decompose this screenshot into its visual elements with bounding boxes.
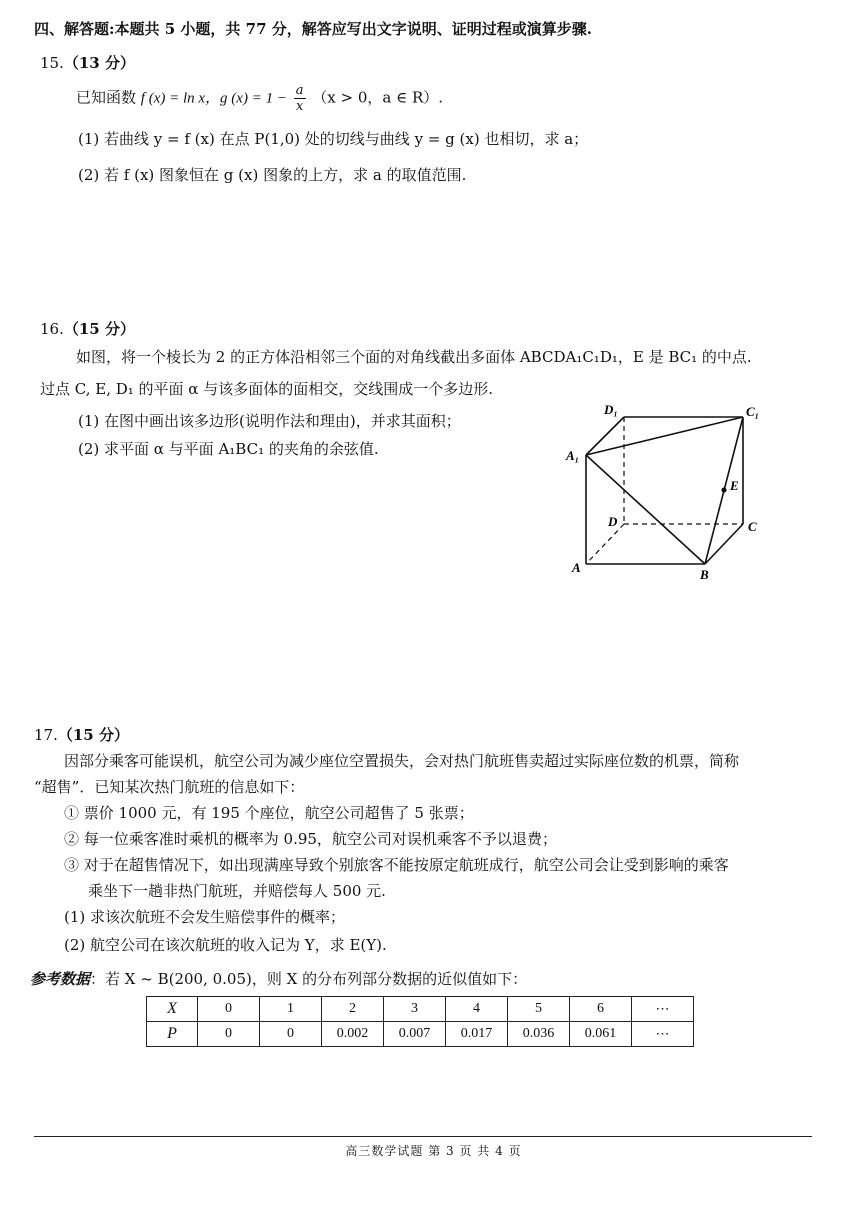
- q15-part2: (2) 若 f (x) 图象恒在 g (x) 图象的上方，求 a 的取值范围.: [78, 166, 467, 184]
- q17-number: 17.: [34, 726, 58, 744]
- q17-part1: (1) 求该次航班不会发生赔偿事件的概率；: [64, 908, 346, 926]
- q16-number: 16.: [40, 320, 64, 338]
- point-E: [721, 487, 726, 492]
- q15-number: 15.: [40, 54, 64, 72]
- table-cell: 4: [446, 997, 508, 1022]
- q15-stem: [76, 84, 443, 113]
- q15-heading: [40, 52, 135, 73]
- q15-stem-suffix: （x > 0，a ∈ R）.: [312, 88, 444, 107]
- table-cell: 0.036: [508, 1022, 570, 1047]
- q15-fraction-numerator: a: [295, 83, 304, 98]
- q17-line2: “超售”．已知某次热门航班的信息如下：: [34, 778, 305, 796]
- q17-score: （15 分）: [57, 726, 129, 744]
- label-D1: D₁: [604, 402, 618, 417]
- table-cell: 0: [260, 1022, 322, 1047]
- q17-item3a: ③ 对于在超售情况下，如出现满座导致个别旅客不能按原定航班成行，航空公司会让受到影响的乘客: [64, 856, 729, 874]
- table-header-p: P: [147, 1022, 198, 1047]
- table-cell: 0.002: [322, 1022, 384, 1047]
- q17-reference-line: [30, 968, 527, 989]
- section-header: [34, 18, 592, 39]
- q15-stem-functions: f (x) = ln x，g (x) = 1 −: [140, 90, 287, 107]
- q17-heading: [34, 724, 129, 745]
- q15-fraction-denominator: x: [295, 99, 304, 114]
- section-header-text: 四、解答题:本题共 5 小题，共 77 分，解答应写出文字说明、证明过程或演算步骤.: [34, 20, 592, 38]
- q17-part2: (2) 航空公司在该次航班的收入记为 Y，求 E(Y).: [64, 936, 387, 954]
- table-cell: 0: [198, 1022, 260, 1047]
- table-cell: ⋯: [632, 997, 694, 1022]
- table-cell: 0.007: [384, 1022, 446, 1047]
- table-cell: 0: [198, 997, 260, 1022]
- q15-part1: (1) 若曲线 y = f (x) 在点 P(1,0) 处的切线与曲线 y = g (x) 也相切，求 a；: [78, 130, 589, 148]
- table-cell: 6: [570, 997, 632, 1022]
- q16-part1: (1) 在图中画出该多边形(说明作法和理由)，并求其面积；: [78, 412, 461, 430]
- q17-item3b: 乘坐下一趟非热门航班，并赔偿每人 500 元.: [88, 882, 386, 900]
- q17-reference-label: 参考数据: [30, 972, 91, 988]
- q17-item2: ② 每一位乘客准时乘机的概率为 0.95，航空公司对误机乘客不予以退费；: [64, 830, 557, 848]
- table-cell: 5: [508, 997, 570, 1022]
- q16-score: （15 分）: [63, 320, 135, 338]
- table-cell: 1: [260, 997, 322, 1022]
- table-cell: 3: [384, 997, 446, 1022]
- table-cell: 2: [322, 997, 384, 1022]
- q16-heading: [40, 318, 135, 339]
- polyhedron-figure: [560, 398, 780, 588]
- table-row-x: [147, 997, 694, 1022]
- table-cell: 0.061: [570, 1022, 632, 1047]
- label-A1: A₁: [566, 448, 580, 463]
- edge-A1-C1: [586, 417, 743, 455]
- label-C1: C₁: [746, 404, 760, 419]
- q15-score: （13 分）: [63, 54, 135, 72]
- table-cell: ⋯: [632, 1022, 694, 1047]
- table-cell: 0.017: [446, 1022, 508, 1047]
- table-header-x: X: [147, 997, 198, 1022]
- label-C: C: [748, 519, 757, 534]
- distribution-table: [146, 996, 694, 1047]
- label-E: E: [730, 478, 739, 493]
- q17-reference-text: ：若 X ~ B(200, 0.05)，则 X 的分布列部分数据的近似值如下：: [90, 970, 528, 988]
- label-D: D: [608, 514, 618, 529]
- edge-A1-B: [586, 455, 705, 564]
- table-row-p: [147, 1022, 694, 1047]
- label-A: A: [572, 560, 581, 575]
- q16-line2: 过点 C, E, D₁ 的平面 α 与该多面体的面相交，交线围成一个多边形.: [40, 380, 493, 398]
- q17-item1: ① 票价 1000 元，有 195 个座位，航空公司超售了 5 张票；: [64, 804, 474, 822]
- q16-line1: 如图，将一个棱长为 2 的正方体沿相邻三个面的对角线截出多面体 ABCDA₁C₁D₁，E 是 BC₁ 的中点.: [76, 348, 752, 366]
- q15-stem-prefix: 已知函数: [76, 88, 137, 107]
- q15-fraction: [294, 84, 306, 113]
- q17-line1: 因部分乘客可能误机，航空公司为减少座位空置损失，会对热门航班售卖超过实际座位数的机票，简称: [64, 752, 740, 770]
- edge-D-A-hidden: [586, 524, 624, 564]
- edge-A1-D1: [586, 417, 624, 455]
- q16-part2: (2) 求平面 α 与平面 A₁BC₁ 的夹角的余弦值.: [78, 440, 379, 458]
- footer-divider: [34, 1136, 812, 1137]
- page-footer: 高三数学试题 第 3 页 共 4 页: [345, 1144, 522, 1158]
- label-B: B: [700, 567, 709, 582]
